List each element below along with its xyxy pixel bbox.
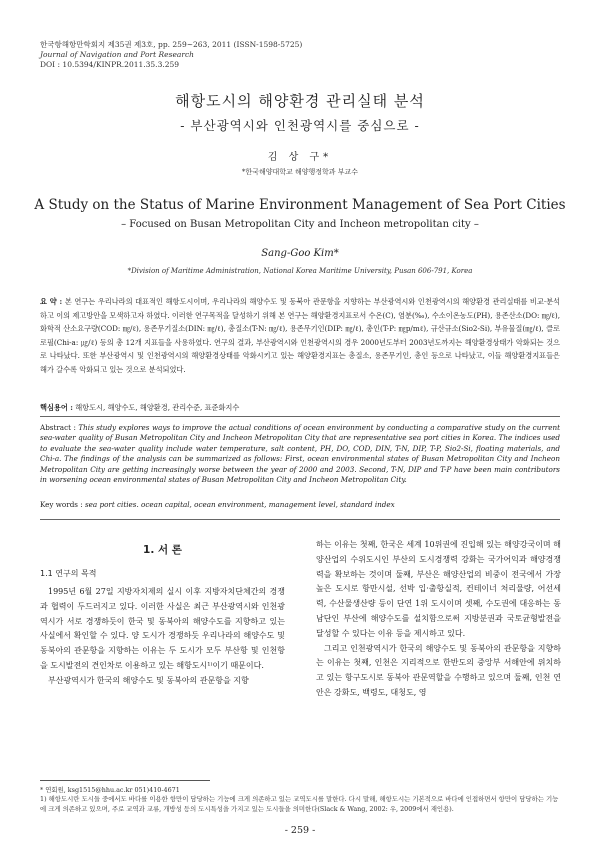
footnote-divider	[40, 780, 210, 781]
divider	[40, 416, 560, 417]
section-heading: 1. 서 론	[143, 544, 182, 556]
abstract-en-label: Abstract :	[40, 423, 76, 432]
author-affiliation-en: *Division of Maritime Administration, National Korea Maritime University, Pusan 606-791, Korea	[127, 267, 473, 275]
paper-title-en: A Study on the Status of Marine Environment Management of Sea Port Cities	[34, 197, 566, 213]
keywords-en-text: sea port cities. ocean capital, ocean environment, management level, standard index	[84, 500, 395, 509]
journal-name-en: Journal of Navigation and Port Research	[40, 50, 194, 59]
keywords-en	[40, 500, 560, 509]
author-affiliation-ko: *한국해양대학교 해양행정학과 부교수	[241, 168, 359, 176]
keywords-ko	[40, 403, 560, 413]
footnote-1: 1) 해항도시란 도시들 중에서도 바다를 이용한 항만이 담당하는 기능에 크게 의존하고 있는 교역도시를 말한다. 다시 말해, 해항도시는 기본적으로 바다에 인접하면서 항만이 담당하는 기능에 크게 의존하고 있으며, 주로 교역과 교류, 개방성 등의 도시특성을 가지고 있는 도시들을 의미한다(Slack & Wang, 2002: 우, 2009에서 재인용).	[40, 795, 559, 813]
journal-citation: 한국항해항만학회지 제35권 제3호, pp. 259~263, 2011 (ISSN-1598-5725)	[40, 40, 303, 49]
footnotes	[40, 786, 560, 814]
abstract-en	[40, 423, 560, 485]
abstract-ko	[40, 295, 560, 376]
paragraph: 1995년 6월 27일 지방자치제의 실시 이후 지방자치단체간의 경쟁과 협력이 두드러지고 있다. 이러한 사실은 최근 부산광역시와 인천광역시가 서로 경쟁하듯이 한국 및 동북아의 해양수도를 지향하고 있는 사실에서 확인할 수 있다. 양 도시가 경쟁하듯 우리나라의 해양수도 및 동북아의 관문항을 지향하는 이유는 두 도시가 모두 부산항 및 인천항을 도시발전의 견인차로 이용하고 있는 해항도시¹⁾이기 때문이다.	[40, 587, 285, 670]
subsection-heading: 1.1 연구의 목적	[40, 569, 97, 578]
paragraph: 그리고 인천광역시가 한국의 해양수도 및 동북아의 관문항을 지향하는 이유는 첫째, 인천은 지리적으로 한반도의 중앙부 서해안에 위치하고 있는 항구도시로 동북아 관문역할을 수행하고 있으며 둘째, 인천 연안은 강화도, 백령도, 대청도, 영	[316, 643, 561, 697]
abstract-en-text: This study explores ways to improve the actual conditions of ocean environment by conducting a comparative study on the current sea-water quality of Busan Metropolitan City and Incheon Metropolitan City that are representative sea port cities in Korea. The indices used to evaluate the sea-water quality include water temperature, salt content, PH, DO, COD, DIN, T-N, DIP, T-P, Sio2-Si, floating materials, and Chi-a. The findings of the analysis can be summarized as follows: First, ocean environmental states of Busan Metropolitan City and Incheon Metropolitan City are getting increasingly worse between the year of 2000 and 2003. Second, T-N, DIP and T-P have been main contributors in worsening ocean environmental states of Busan Metropolitan City and Incheon Metropolitan City.	[40, 423, 560, 485]
page-number: - 259 -	[284, 825, 316, 836]
body-column-left	[40, 585, 285, 689]
paragraph: 부산광역시가 한국의 해양수도 및 동북아의 관문항을 지향	[48, 675, 249, 685]
abstract-ko-label: 요 약 :	[40, 297, 63, 306]
keywords-ko-label: 핵심용어 :	[40, 403, 73, 412]
paper-title-ko: 해항도시의 해양환경 관리실태 분석	[175, 92, 425, 110]
paper-subtitle-en: – Focused on Busan Metropolitan City and Incheon metropolitan city –	[121, 219, 479, 230]
body-column-right	[316, 538, 561, 701]
keywords-en-label: Key words :	[40, 500, 83, 509]
journal-doi: DOI : 10.5394/KINPR.2011.35.3.259	[40, 60, 180, 69]
journal-header	[40, 40, 302, 70]
divider	[40, 519, 560, 520]
paragraph: 하는 이유는 첫째, 한국은 세계 10위권에 진입해 있는 해양강국이며 해양산업의 수위도시인 부산의 도시경쟁력 강화는 국가어익과 해양경쟁력을 확보하는 것이며 둘째, 부산은 해양산업의 비중이 전국에서 가장 높은 도시로 항만시설, 선박 입·출항실적, 컨테이너 처리물량, 어선세력, 수산물생산량 등이 단연 1위 도시이며 셋째, 수도권에 대응하는 동남단인 부산에 해양수도를 설치함으로써 지방분권과 국토균형발전을 달성할 수 있다는 이유 등을 제시하고 있다.	[316, 540, 561, 638]
author-name-en: Sang-Goo Kim*	[261, 248, 339, 259]
abstract-ko-text: 본 연구는 우리나라의 대표적인 해항도시이며, 우리나라의 해양수도 및 동북아 관문항을 지향하는 부산광역시와 인천광역시의 해양환경 관리실태를 비교·분석하고 이의 제고방안을 모색하고자 하였다. 이러한 연구목적을 달성하기 위해 본 연구는 해양환경지표로서 수온(C), 염분(‰), 수소이온농도(PH), 용존산소(DO: ㎎/ℓ), 화학적 산소요구량(COD: ㎎/ℓ), 용존무기질소(DIN: ㎎/ℓ), 총질소(T-N: ㎎/ℓ), 용존무기인(DIP: ㎎/ℓ), 총인(T-P: ㎎p/mℓ), 규산규소(Sio2-Si), 부유물질(㎎/ℓ), 클로로필(Chi-a: ㎍/ℓ) 등의 총 12개 지표들을 사용하였다. 연구의 결과, 부산광역시와 인천광역시의 경우 2000년도부터 2003년도까지는 해양환경상태가 악화되는 것으로 나타났다. 또한 부산광역시 및 인천광역시의 해양환경상태를 악화시키고 있는 해양환경지표는 총질소, 용존무기인, 총인 등으로 나타났고, 이들 해양환경지표들은 해가 갈수록 악화되고 있는 것으로 분석되었다.	[40, 297, 560, 374]
author-name-ko: 김 상 구*	[267, 152, 333, 163]
paper-subtitle-ko: - 부산광역시와 인천광역시를 중심으로 -	[180, 118, 420, 133]
keywords-ko-text: 해항도시, 해양수도, 해양환경, 관리수준, 표준화지수	[75, 403, 240, 412]
footnote-contact: * 연회원, ksg1515@hhu.ac.kr 051)410-4671	[40, 786, 180, 794]
